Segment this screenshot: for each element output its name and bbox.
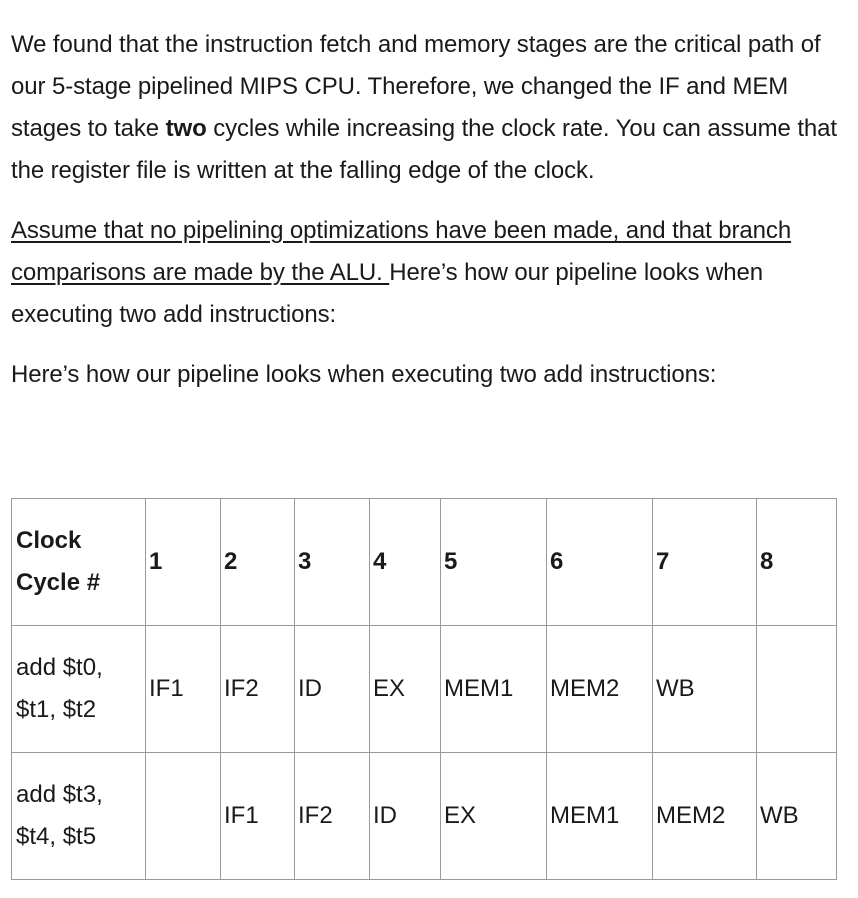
cycle-header: 2 <box>221 499 295 626</box>
assumption-rest: Here’s how our pipeline looks when executing two add instructions: <box>11 259 763 328</box>
stage-cell: WB <box>757 753 837 880</box>
header-label: Clock Cycle # <box>12 499 146 626</box>
instruction-label: add $t0, $t1, $t2 <box>12 626 146 753</box>
table-row <box>12 626 837 753</box>
cycle-header: 6 <box>547 499 653 626</box>
instruction-label: add $t3, $t4, $t5 <box>12 753 146 880</box>
stage-cell: IF2 <box>221 626 295 753</box>
intro-text-1: We found that the instruction fetch and memory stages are the critical path of our 5-stage pipelined MIPS CPU. Therefore, we changed the IF and MEM stages to take <box>11 31 821 142</box>
intro-paragraph <box>11 24 841 192</box>
stage-cell: MEM1 <box>441 626 547 753</box>
stage-cell: EX <box>370 626 441 753</box>
cycle-header: 5 <box>441 499 547 626</box>
cycle-header: 3 <box>295 499 370 626</box>
stage-cell: ID <box>295 626 370 753</box>
cycle-header: 4 <box>370 499 441 626</box>
stage-cell: MEM2 <box>653 753 757 880</box>
cycle-header: 8 <box>757 499 837 626</box>
stage-cell: MEM2 <box>547 626 653 753</box>
stage-cell: IF1 <box>146 626 221 753</box>
problem-text <box>11 24 841 396</box>
stage-cell <box>146 753 221 880</box>
intro-bold-two: two <box>165 115 207 142</box>
stage-cell: IF2 <box>295 753 370 880</box>
assumption-paragraph <box>11 210 841 336</box>
stage-cell: IF1 <box>221 753 295 880</box>
assumption-underlined: Assume that no pipelining optimizations have been made, and that branch comparisons are made by the ALU. <box>11 217 792 286</box>
table-row <box>12 753 837 880</box>
stage-cell: ID <box>370 753 441 880</box>
table-header-row <box>12 499 837 626</box>
cycle-header: 1 <box>146 499 221 626</box>
stage-cell: EX <box>441 753 547 880</box>
repeat-paragraph: Here’s how our pipeline looks when executing two add instructions: <box>11 361 717 388</box>
stage-cell: MEM1 <box>547 753 653 880</box>
intro-text-2: cycles while increasing the clock rate. You can assume that the register file is written at the falling edge of the clock. <box>11 115 837 184</box>
pipeline-table <box>11 498 837 880</box>
cycle-header: 7 <box>653 499 757 626</box>
stage-cell: WB <box>653 626 757 753</box>
stage-cell <box>757 626 837 753</box>
